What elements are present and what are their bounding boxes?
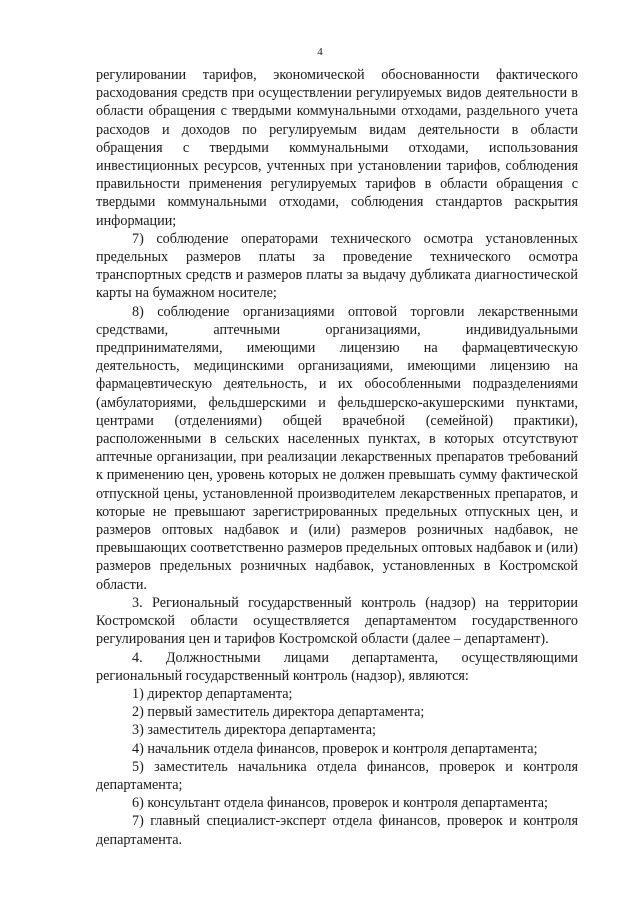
- official-list-item: 2) первый заместитель директора департамента;: [132, 704, 425, 721]
- official-list-item: 7) главный специалист-эксперт отдела финансов, проверок и контроля департамента.: [96, 813, 578, 848]
- document-body: [96, 66, 578, 849]
- paragraph-3-control-authority: 3. Региональный государственный контроль (надзор) на территории Костромской области осуществляется департаментом государственного регулирования цен и тарифов Костромской области (далее – департамент).: [96, 594, 578, 648]
- official-list-item: 3) заместитель директора департамента;: [132, 722, 376, 739]
- paragraph-tariff-regulation-continuation: регулировании тарифов, экономической обоснованности фактического расходования средств при осуществлении регулируемых видов деятельности в области обращения с твердыми коммунальными отходами, раздельного учета расходов и доходов по регулируемым видам деятельности в области обращения с твердыми коммунальными отходами, использования инвестиционных ресурсов, учтенных при установлении тарифов, соблюдения правильности применения регулируемых тарифов в области обращения с твердыми коммунальными отходами, соблюдения стандартов раскрытия информации;: [96, 67, 578, 229]
- paragraph-4-officials: 4. Должностными лицами департамента, осуществляющими региональный государственный контроль (надзор), являются:: [96, 649, 578, 684]
- official-list-item: 6) консультант отдела финансов, проверок и контроля департамента;: [132, 795, 548, 812]
- official-list-item: 4) начальник отдела финансов, проверок и контроля департамента;: [132, 740, 538, 757]
- official-list-item: 5) заместитель начальника отдела финансов, проверок и контроля департамента;: [96, 758, 578, 793]
- paragraph-item-8-pharmaceutical-prices: 8) соблюдение организациями оптовой торговли лекарственными средствами, аптечными организациями, индивидуальными предпринимателями, имеющими лицензию на фармацевтическую деятельность, медицинскими организациями, имеющими лицензию на фармацевтическую деятельность, и их обособленными подразделениями (амбулаториями, фельдшерскими и фельдшерско-акушерскими пунктами, центрами (отделениями) общей врачебной (семейной) практики), расположенными в сельских населенных пунктах, в которых отсутствуют аптечные организации, при реализации лекарственных препаратов требований к применению цен, уровень которых не должен превышать сумму фактической отпускной цены, установленной производителем лекарственных препаратов, и которые не превышают зарегистрированных предельных отпускных цен, и размеров оптовых надбавок и (или) размеров розничных надбавок, не превышающих соответственно размеров предельных оптовых надбавок и (или) размеров предельных розничных надбавок, установленных в Костромской области.: [96, 303, 578, 593]
- official-list-item: 1) директор департамента;: [132, 685, 293, 702]
- paragraph-item-7-technical-inspection: 7) соблюдение операторами технического осмотра установленных предельных размеров платы за проведение технического осмотра транспортных средств и размеров платы за выдачу дубликата диагностической карты на бумажном носителе;: [96, 230, 578, 302]
- page-number: 4: [317, 46, 323, 58]
